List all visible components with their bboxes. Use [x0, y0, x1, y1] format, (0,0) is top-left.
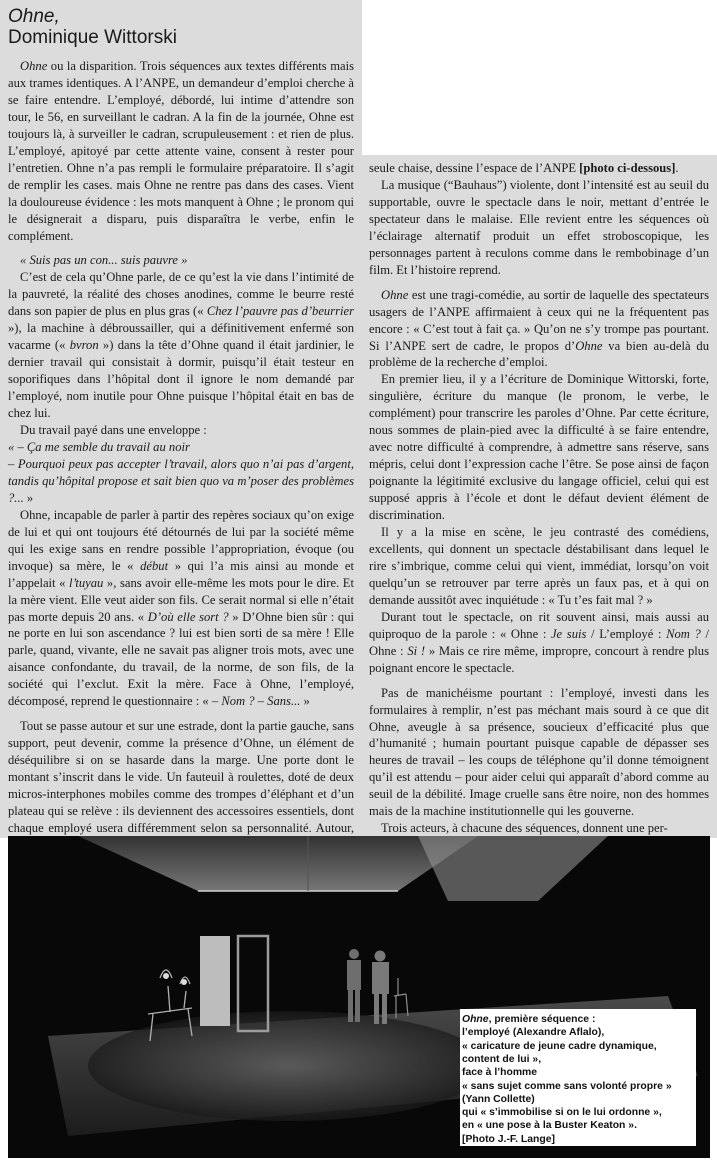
- paragraph: Il y a la mise en scène, le jeu contrasté des comédiens, excellents, qui donnent un spectacle déstabilisant dans lequel le rire s’imbrique, comme celui qui vient, immédiat, lorsqu’on voit quelqu’un se retrouver par terre après un faux pas, et à qui on demande aussitôt avec inquiétude : « Tu t’es fait mal ? »: [369, 525, 709, 607]
- caption-line: « sans sujet comme sans volonté propre »: [462, 1080, 672, 1092]
- paragraph: Ohne, incapable de parler à partir des repères sociaux qu’on exige de lui et qui ont toujours été détournés de lui par la société même qui les exige sans en rendre possible l’appropriation, évoque (ou invoque) sa mère, le « début » qui l’a mis ainsi au monde et l’appelait « l’tuyau », sans avoir elle-même les mots pour le dire. Et la mère vient. Elle veut aider son fils. Ce serait normal si elle n’était pas morte depuis 20 ans. « D’où elle sort ? » D’Ohne bien sûr : qui ne porte en lui son ascendance ? lui est bien sorti de sa mère ! Elle parle, quand, vivante, elle ne savait pas aligner trois mots, avec une aisance confondante, du travail, de la norme, de son fils, de la société qui l’exclut. Exit la mère. Face à Ohne, l’employé, décomposé, reprend le questionnaire : « – Nom ? – Sans... »: [8, 507, 355, 709]
- stage-photo: [8, 836, 710, 1158]
- article-title: [8, 6, 354, 48]
- right-column: [369, 160, 709, 837]
- paragraph: Ohne ou la disparition. Trois séquences aux textes différents mais aux trames identiques. A l’ANPE, un demandeur d’emploi cherche à se faire entendre. L’employé, débordé, lui intime d’attendre son tour, le 56, en surveillant le cadran. A la fin de la journée, Ohne est toujours là, à surveiller le cadran, scrupuleusement : et rien de plus. L’employé, apitoyé par cette attente vaine, consent à rester pour l’entretien. Ohne n’a pas rempli le formulaire préparatoire. Il s’agit de remplir les cases. mais Ohne ne rentre pas dans des cases. Vient la douloureuse évidence : les mots manquent à Ohne ; le pronom qui le désignerait a disparu, puis disparaîtra le verbe, enfin le complément.: [8, 59, 354, 243]
- italic-text: Je suis: [550, 626, 587, 641]
- caption-line: qui « s’immobilise si on le lui ordonne »,: [462, 1107, 662, 1119]
- caption-line: face à l’homme: [462, 1067, 538, 1079]
- italic-text: D’où elle sort ?: [147, 609, 229, 624]
- paragraph: Tout se passe autour et sur une estrade, dont la partie gauche, sans support, peut devenir, comme la présence d’Ohne, un élément de déséquilibre si on se hasarde dans la marge. Une porte dont le montant s’inscrit dans le vide. Un fauteuil à roulettes, doté de deux micros-interphones mobiles comme des trompes d’éléphant et d’un plateau qui se relève : ils deviennent des accessoires essentiels, dont chaque employé usera différemment selon sa personnalité. Autour,: [8, 719, 354, 835]
- italic-text: Si !: [407, 643, 426, 658]
- paragraph: La musique (“Bauhaus”) violente, dont l’intensité est au seuil du supportable, ouvre le spectacle dans le noir, mettant d’entrée le spectateur dans le malaise. Elle revient entre les séquences où l’éclairage alternatif produit un effet stroboscopique, les personnages partent à reculons comme dans le rembobinage d’un film. Et l’histoire reprend.: [369, 177, 709, 277]
- caption-line: (Yann Collette): [462, 1093, 535, 1105]
- italic-text: « Suis pas un con... suis pauvre »: [20, 253, 188, 268]
- caption-line: l’employé (Alexandre Aflalo),: [462, 1027, 605, 1039]
- italic-text: Nom ?: [666, 626, 701, 641]
- paragraph: Trois acteurs, à chacune des séquences, donnent une per-: [381, 821, 668, 836]
- paragraph: C’est de cela qu’Ohne parle, de ce qu’est la vie dans l’intimité de la pauvreté, la réalité des choses anodines, comme le beurre resté dans son papier de plus en plus gras (« Chez l’pauvre pas d’beurrier »), la machine à débroussailler, qui a définitivement enfermé son vacarme (« bvron ») dans la tête d’Ohne quand il était jardinier, le dernier travail qui consistait à dormir, puisqu’il était testeur en soporifiques dans l’hôpital dont il ignore le nom demandé par l’employé, nom inutile pour Ohne puisque l’hôpital était en bas de chez lui.: [8, 270, 354, 421]
- italic-text: l’tuyau: [69, 575, 104, 590]
- italic-text: Ohne: [20, 59, 48, 73]
- italic-text: début: [140, 558, 169, 573]
- paragraph: Durant tout le spectacle, on rit souvent ainsi, mais aussi au quiproquo de la parole : « Ohne : Je suis / L’employé : Nom ? / Ohne : Si ! » Mais ce rire même, impropre, concourt à rendre plus poignant encore le spectacle.: [369, 609, 709, 675]
- caption-play-title: Ohne: [462, 1014, 489, 1026]
- paragraph: seule chaise, dessine l’espace de l’ANPE [photo ci-dessous].: [369, 161, 679, 175]
- paragraph-dialogue: – Pourquoi peux pas accepter l’travail, alors quo n’ai pas d’argent, tandis qu’hôpital propose et sait bien quo va m’poser des problèmes ?... »: [8, 456, 354, 505]
- left-column: [8, 6, 354, 854]
- paragraph: Ohne est une tragi-comédie, au sortir de laquelle des spectateurs usagers de l’ANPE affirmaient à ceux qui ne la fréquentent pas encore : « C’est tout à fait ça. » Qu’on ne s’y trompe pas pourtant. Si l’ANPE sert de cadre, le propos d’Ohne va bien au-delà du problème de la recherche d’emploi.: [369, 287, 710, 370]
- caption-line: , première séquence :: [488, 1014, 596, 1026]
- paragraph: Pas de manichéisme pourtant : l’employé, investi dans les formulaires à remplir, n’est pas méchant mais sourd à ce que dit Ohne, aveugle à sa présence, soucieux d’efficacité plus que d’humanité ; humain pourtant puisque capable de dépasser ses heures de travail – les coups de téléphone qu’il donne témoignent qu’il est attendu – pour aider celui qui apparaît d’abord comme au seuil de la débilité. Image cruelle sans être noire, non des hommes mais de la machine institutionnelle qui les gouverne.: [369, 685, 709, 819]
- italic-text: Ohne: [575, 338, 603, 353]
- title-play-name: Ohne,: [8, 6, 60, 27]
- caption-line: « caricature de jeune cadre dynamique,: [462, 1040, 657, 1052]
- italic-text: Ohne: [381, 287, 409, 302]
- caption-photo-credit: [Photo J.-F. Lange]: [462, 1133, 555, 1145]
- italic-text: bvron: [69, 338, 99, 353]
- title-author: Dominique Wittorski: [8, 27, 177, 48]
- italic-text: – Pourquoi peux pas accepter l’travail, alors quo n’ai pas d’argent, tandis qu’hôpital propose et sait bien quo va m’poser des problèmes ?...: [8, 456, 354, 505]
- italic-text: Chez l’pauvre pas d’beurrier: [206, 304, 354, 319]
- paragraph-dialogue: [8, 439, 354, 456]
- paragraph: En premier lieu, il y a l’écriture de Dominique Wittorski, forte, singulière, écriture du manque (le pronom, le verbe, le complément) pour transcrire les paroles d’Ohne. Par cette écriture, nous sommes de plain-pied avec la difficulté à se faire entendre, avec notre difficulté à comprendre, à admettre sans réserve, sans mépris, celui dont l’expression cache l’être. Se pose ainsi de façon poignante la légitimité exclusive du langage officiel, celui qui est supposé appris à l’école et dont le défaut devient élément de discrimination.: [369, 372, 709, 523]
- caption-line: en « une pose à la Buster Keaton ».: [462, 1120, 637, 1132]
- italic-text: « – Ça me semble du travail au noir: [8, 439, 190, 454]
- photo-caption: [460, 1009, 696, 1146]
- bold-text: [photo ci-dessous]: [579, 161, 676, 175]
- italic-text: – Nom ? – Sans...: [211, 694, 301, 709]
- paragraph-quote: [8, 252, 354, 269]
- caption-line: content de lui »,: [462, 1053, 542, 1065]
- paragraph: Du travail payé dans une enveloppe :: [20, 423, 207, 438]
